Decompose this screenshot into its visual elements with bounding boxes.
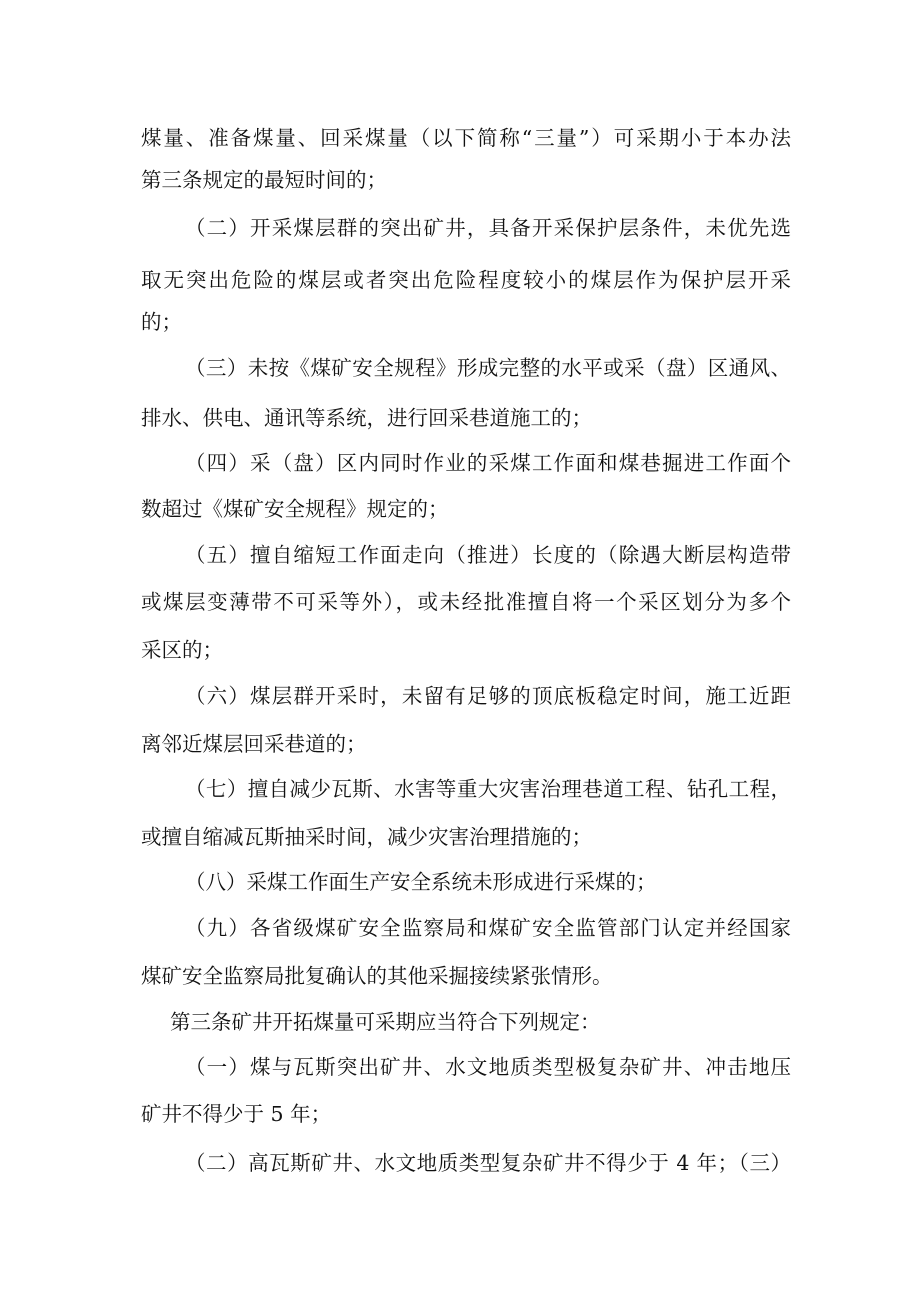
text-line: （七）擅自减少瓦斯、水害等重大灾害治理巷道工程、钻孔工程，: [185, 777, 791, 801]
text-line: （八）采煤工作面生产安全系统未形成进行采煤的；: [185, 870, 657, 894]
text-line: （九）各省级煤矿安全监察局和煤矿安全监管部门认定并经国家: [185, 916, 791, 940]
text-line: 取无突出危险的煤层或者突出危险程度较小的煤层作为保护层开采: [141, 268, 791, 292]
text-line: 或煤层变薄带不可采等外），或未经批准擅自将一个采区划分为多个: [141, 590, 791, 614]
text-line: （二）开采煤层群的突出矿井，具备开采保护层条件，未优先选: [185, 216, 791, 240]
text-line: 第三条矿井开拓煤量可采期应当符合下列规定：: [170, 1010, 601, 1034]
text-line: 的；: [141, 310, 182, 334]
text-line: 离邻近煤层回采巷道的；: [141, 732, 367, 756]
text-line: （一）煤与瓦斯突出矿井、水文地质类型极复杂矿井、冲击地压: [185, 1055, 791, 1079]
text-line: （三）未按《煤矿安全规程》形成完整的水平或采（盘）区通风、: [185, 356, 791, 380]
text-line: 第三条规定的最短时间的；: [141, 168, 387, 192]
text-line: 或擅自缩减瓦斯抽采时间，减少灾害治理措施的；: [141, 825, 592, 849]
text-line: （二）高瓦斯矿井、水文地质类型复杂矿井不得少于 4 年；（三）: [185, 1151, 791, 1175]
text-line: （五）擅自缩短工作面走向（推进）长度的（除遇大断层构造带: [185, 543, 791, 567]
text-line: 矿井不得少于 5 年；: [141, 1102, 332, 1126]
text-line: 煤矿安全监察局批复确认的其他采掘接续紧张情形。: [141, 964, 613, 988]
text-line: （六）煤层群开采时，未留有足够的顶底板稳定时间，施工近距: [185, 684, 791, 708]
text-line: 煤量、准备煤量、回采煤量（以下简称“三量”）可采期小于本办法: [141, 126, 791, 150]
text-line: 采区的；: [141, 638, 223, 662]
text-line: 数超过《煤矿安全规程》规定的；: [141, 497, 449, 521]
text-line: 排水、供电、通讯等系统，进行回采巷道施工的；: [141, 406, 592, 430]
text-line: （四）采（盘）区内同时作业的采煤工作面和煤巷掘进工作面个: [185, 451, 791, 475]
